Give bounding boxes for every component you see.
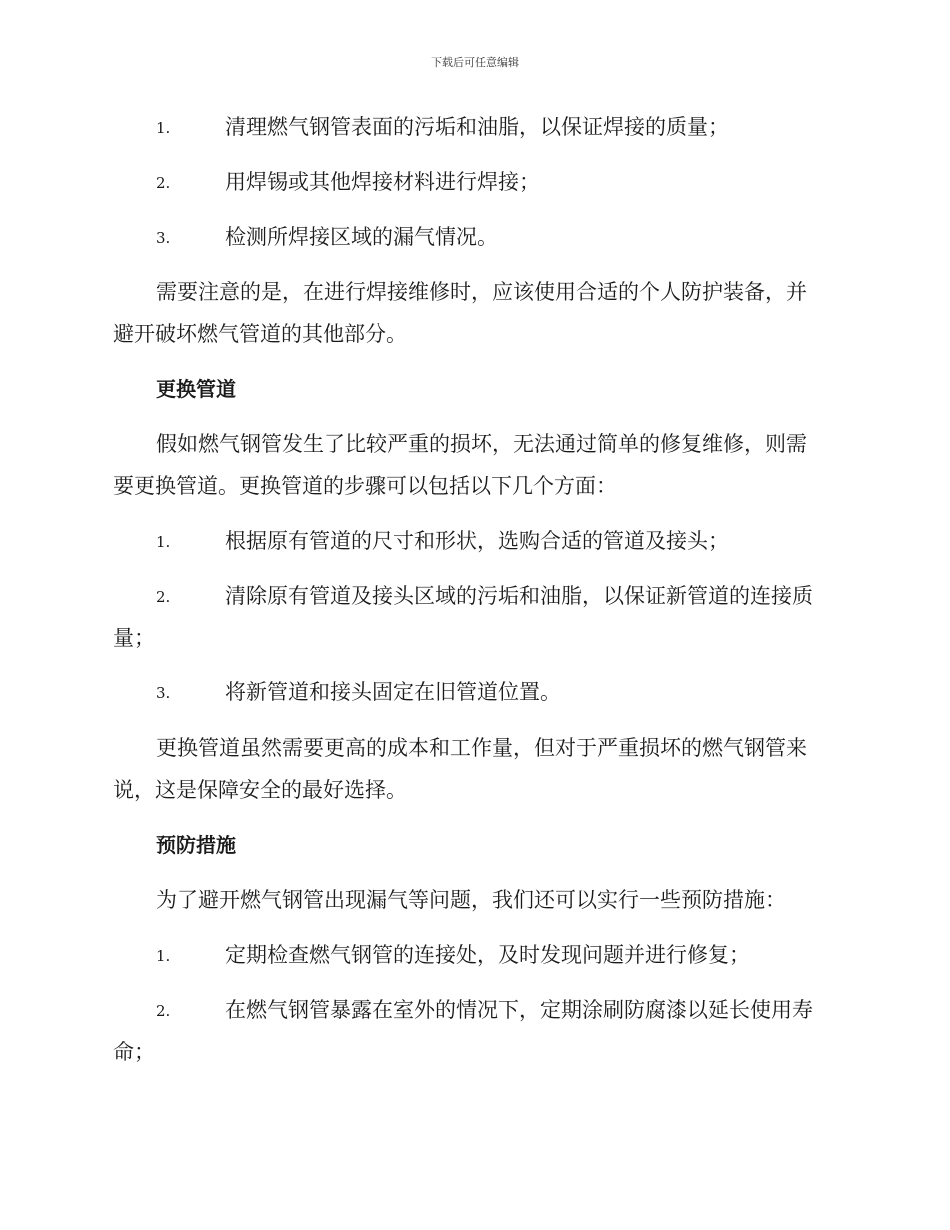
page-header: 下载后可任意编辑 xyxy=(431,56,519,69)
list-item-number: 1. xyxy=(156,119,171,137)
section-heading: 更换管道 xyxy=(156,377,236,401)
list-item-number: 1. xyxy=(156,533,171,551)
section-heading: 预防措施 xyxy=(156,833,236,857)
list-item-number: 2. xyxy=(156,1002,171,1020)
list-item-text: 在燃气钢管暴露在室外的情况下，定期涂刷防腐漆以延长使用寿 xyxy=(225,998,813,1022)
paragraph-line: 避开破坏燃气管道的其他部分。 xyxy=(113,322,407,346)
list-item-continuation: 量； xyxy=(113,626,155,650)
paragraph-line: 假如燃气钢管发生了比较严重的损坏，无法通过简单的修复维修，则需 xyxy=(156,432,807,456)
paragraph-line: 更换管道虽然需要更高的成本和工作量，但对于严重损坏的燃气钢管来 xyxy=(156,736,807,760)
list-item-number: 1. xyxy=(156,947,171,965)
paragraph-line: 说，这是保障安全的最好选择。 xyxy=(113,778,407,802)
list-item-continuation: 命； xyxy=(113,1040,155,1064)
list-item-text: 根据原有管道的尺寸和形状，选购合适的管道及接头； xyxy=(225,529,729,553)
list-item-text: 清理燃气钢管表面的污垢和油脂，以保证焊接的质量； xyxy=(225,115,729,139)
paragraph-line: 需要注意的是，在进行焊接维修时，应该使用合适的个人防护装备，并 xyxy=(156,280,807,304)
list-item-text: 清除原有管道及接头区域的污垢和油脂，以保证新管道的连接质 xyxy=(225,584,813,608)
list-item-number: 2. xyxy=(156,174,171,192)
paragraph-line: 要更换管道。更换管道的步骤可以包括以下几个方面： xyxy=(113,474,617,498)
list-item-text: 将新管道和接头固定在旧管道位置。 xyxy=(225,680,561,704)
list-item-number: 3. xyxy=(156,229,171,247)
list-item-number: 2. xyxy=(156,588,171,606)
paragraph-line: 为了避开燃气钢管出现漏气等问题，我们还可以实行一些预防措施： xyxy=(156,888,786,912)
list-item-text: 检测所焊接区域的漏气情况。 xyxy=(225,225,498,249)
list-item-text: 用焊锡或其他焊接材料进行焊接； xyxy=(225,170,540,194)
list-item-number: 3. xyxy=(156,684,171,702)
list-item-text: 定期检查燃气钢管的连接处，及时发现问题并进行修复； xyxy=(225,943,750,967)
